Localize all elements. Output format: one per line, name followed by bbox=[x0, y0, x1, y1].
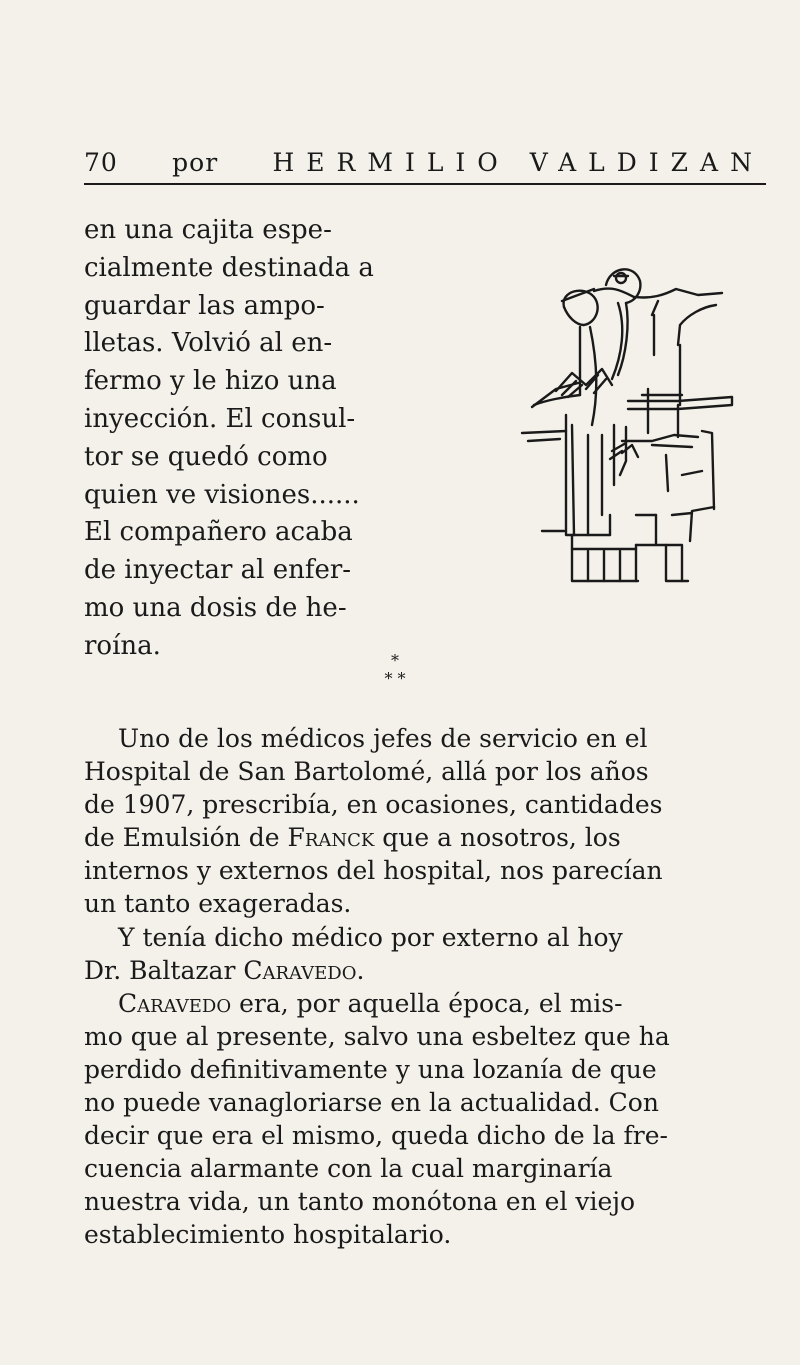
text-span: que a nosotros, los bbox=[374, 823, 621, 853]
asterism-bottom: * * bbox=[384, 669, 406, 688]
asterism-separator bbox=[360, 652, 430, 692]
proper-name-caravedo: Caravedo bbox=[243, 955, 357, 985]
text-line: mo una dosis de he- bbox=[84, 592, 347, 623]
text-span: de Emulsión de bbox=[84, 823, 288, 853]
text-line bbox=[84, 987, 774, 1020]
text-span: era, por aquella época, el mis- bbox=[231, 988, 623, 1018]
text-line: establecimiento hospitalario. bbox=[84, 1220, 452, 1250]
text-line: no puede vanagloriarse en la actualidad. Con bbox=[84, 1088, 659, 1118]
text-span: Dr. Baltazar bbox=[84, 955, 244, 985]
asterism-top: * bbox=[391, 651, 399, 670]
text-line: guardar las ampo- bbox=[84, 290, 325, 321]
column-paragraph bbox=[84, 212, 474, 666]
header-author: HERMILIO VALDIZAN bbox=[272, 148, 764, 177]
proper-name-caravedo: Caravedo bbox=[118, 988, 232, 1018]
text-line: lletas. Volvió al en- bbox=[84, 328, 333, 359]
text-line: perdido definitivamente y una lozanía de que bbox=[84, 1054, 657, 1084]
text-line: quien ve visiones...... bbox=[84, 479, 360, 510]
text-line: mo que al presente, salvo una esbeltez que ha bbox=[84, 1021, 670, 1051]
text-line: inyección. El consul- bbox=[84, 403, 356, 434]
text-line: Uno de los médicos jefes de servicio en el bbox=[118, 724, 648, 753]
text-span: . bbox=[356, 955, 365, 985]
running-header bbox=[84, 148, 764, 177]
text-line: fermo y le hizo una bbox=[84, 366, 337, 397]
text-line: cialmente destinada a bbox=[84, 252, 374, 283]
text-line: tor se quedó como bbox=[84, 441, 328, 472]
text-line: Y tenía dicho médico por externo al hoy bbox=[118, 922, 623, 952]
text-line bbox=[84, 821, 774, 854]
text-line: cuencia alarmante con la cual marginaría bbox=[84, 1154, 613, 1184]
text-line: nuestra vida, un tanto monótona en el viejo bbox=[84, 1187, 636, 1217]
text-line: un tanto exageradas. bbox=[84, 889, 352, 919]
header-por: por bbox=[172, 148, 219, 177]
text-line: El compañero acaba bbox=[84, 517, 353, 548]
text-line: decir que era el mismo, queda dicho de la fre- bbox=[84, 1121, 668, 1151]
text-line: en una cajita espe- bbox=[84, 215, 332, 245]
text-line bbox=[84, 954, 774, 987]
header-rule bbox=[84, 183, 766, 185]
text-line: de inyectar al enfer- bbox=[84, 555, 352, 586]
text-line: de 1907, prescribía, en ocasiones, cantidades bbox=[84, 790, 663, 820]
woodcut-illustration bbox=[502, 245, 747, 605]
text-line: roína. bbox=[84, 630, 161, 661]
text-line: Hospital de San Bartolomé, allá por los años bbox=[84, 757, 649, 787]
body-paragraphs bbox=[84, 722, 774, 1252]
proper-name-franck: Franck bbox=[287, 823, 375, 853]
page-number: 70 bbox=[84, 148, 118, 177]
text-line: internos y externos del hospital, nos parecían bbox=[84, 856, 663, 886]
